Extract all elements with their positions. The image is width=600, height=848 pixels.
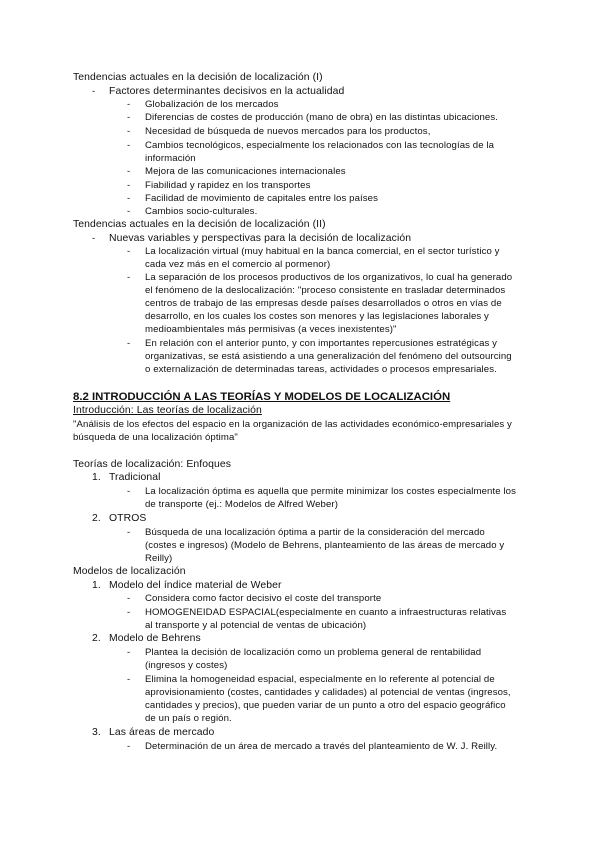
list-item-continuation: Reilly) bbox=[145, 553, 173, 564]
list-item-continuation: medioambientales más permisivas (a veces inexistentes)" bbox=[145, 324, 397, 335]
list-item-continuation: de un país o región. bbox=[145, 713, 232, 724]
section-title: Tendencias actuales en la decisión de localización (II) bbox=[73, 219, 326, 230]
dash-bullet: - bbox=[127, 338, 131, 349]
section-title: Tendencias actuales en la decisión de localización (I) bbox=[73, 72, 323, 83]
list-number: 1. bbox=[92, 580, 101, 591]
list-item-continuation: o externalización de determinadas tareas, actividades o procesos empresariales. bbox=[145, 364, 497, 375]
list-item: Facilidad de movimiento de capitales entre los países bbox=[145, 193, 379, 204]
dash-bullet: - bbox=[127, 741, 131, 752]
list-item: Fiabilidad y rapidez en los transportes bbox=[145, 180, 311, 191]
dash-bullet: - bbox=[127, 193, 131, 204]
theory-name: OTROS bbox=[109, 513, 147, 524]
dash-bullet: - bbox=[127, 140, 131, 151]
subsection-title: Nuevas variables y perspectivas para la decisión de localización bbox=[109, 233, 412, 244]
dash-bullet: - bbox=[127, 593, 131, 604]
list-item: HOMOGENEIDAD ESPACIAL(especialmente en cuanto a infraestructuras relativas bbox=[145, 607, 507, 618]
dash-bullet: - bbox=[127, 206, 131, 217]
list-item-continuation: el fenómeno de la deslocalización: "proceso consistente en trasladar determinados bbox=[145, 285, 506, 296]
list-item-continuation: (costes e ingresos) (Modelo de Behrens, planteamiento de las áreas de mercado y bbox=[145, 540, 505, 551]
intro-title: Introducción: Las teorías de localización bbox=[73, 405, 262, 416]
list-item: Plantea la decisión de localización como un problema general de rentabilidad bbox=[145, 647, 482, 658]
list-number: 2. bbox=[92, 633, 101, 644]
list-item: La localización virtual (muy habitual en la banca comercial, en el sector turístico y bbox=[145, 246, 500, 257]
subsection-title: Factores determinantes decisivos en la actualidad bbox=[109, 86, 345, 97]
list-item-continuation: centros de trabajo de las empresas desde países desarrollados o otros en vías de bbox=[145, 298, 502, 309]
dash-bullet: - bbox=[92, 86, 96, 97]
list-item-continuation: aprovisionamiento (costes, cantidades y calidades) al potencial de ventas (ingresos, bbox=[145, 687, 511, 698]
dash-bullet: - bbox=[127, 246, 131, 257]
quote-text: búsqueda de una localización óptima" bbox=[73, 432, 238, 443]
list-item: La separación de los procesos productivos de los organizativos, lo cual ha generado bbox=[145, 272, 513, 283]
dash-bullet: - bbox=[127, 486, 131, 497]
list-item: Necesidad de búsqueda de nuevos mercados para los productos, bbox=[145, 126, 431, 137]
theory-name: Tradicional bbox=[109, 472, 161, 483]
dash-bullet: - bbox=[127, 166, 131, 177]
list-item-continuation: desarrollo, en los cuales los costes son menores y las legislaciones laborales y bbox=[145, 311, 489, 322]
list-item: Considera como factor decisivo el coste del transporte bbox=[145, 593, 382, 604]
theories-title: Teorías de localización: Enfoques bbox=[73, 459, 232, 470]
dash-bullet: - bbox=[127, 527, 131, 538]
dash-bullet: - bbox=[127, 99, 131, 110]
list-item: Elimina la homogeneidad espacial, especialmente en lo referente al potencial de bbox=[145, 674, 495, 685]
model-name: Las áreas de mercado bbox=[109, 727, 215, 738]
list-item-continuation: organizativas, se está asistiendo a una generalización del fenómeno del outsourcing bbox=[145, 351, 512, 362]
section-heading: 8.2 INTRODUCCIÓN A LAS TEORÍAS Y MODELOS DE LOCALIZACIÓN bbox=[73, 391, 451, 403]
dash-bullet: - bbox=[127, 112, 131, 123]
dash-bullet: - bbox=[127, 272, 131, 283]
list-item: Cambios socio-culturales. bbox=[145, 206, 258, 217]
model-name: Modelo del índice material de Weber bbox=[109, 580, 282, 591]
list-item: Diferencias de costes de producción (mano de obra) en las distintas ubicaciones. bbox=[145, 112, 499, 123]
list-item-continuation: información bbox=[145, 153, 196, 164]
list-number: 1. bbox=[92, 472, 101, 483]
models-title: Modelos de localización bbox=[73, 566, 186, 577]
list-item-continuation: cantidades y precios), que pueden variar de un punto a otro del espacio geográfico bbox=[145, 700, 506, 711]
dash-bullet: - bbox=[127, 674, 131, 685]
list-item: Búsqueda de una localización óptima a partir de la consideración del mercado bbox=[145, 527, 485, 538]
dash-bullet: - bbox=[127, 647, 131, 658]
list-item-continuation: (ingresos y costes) bbox=[145, 660, 228, 671]
dash-bullet: - bbox=[127, 607, 131, 618]
list-number: 2. bbox=[92, 513, 101, 524]
list-item: La localización óptima es aquella que permite minimizar los costes especialmente los bbox=[145, 486, 517, 497]
list-item-continuation: de transporte (ej.: Modelos de Alfred Weber) bbox=[145, 499, 338, 510]
list-item-continuation: al transporte y al potencial de ventas de ubicación) bbox=[145, 620, 367, 631]
dash-bullet: - bbox=[92, 233, 96, 244]
list-number: 3. bbox=[92, 727, 101, 738]
list-item: Determinación de un área de mercado a través del planteamiento de W. J. Reilly. bbox=[145, 741, 498, 752]
quote-text: "Análisis de los efectos del espacio en la organización de las actividades económico-empresariales y bbox=[73, 419, 512, 430]
list-item: Cambios tecnológicos, especialmente los relacionados con las tecnologías de la bbox=[145, 140, 495, 151]
model-name: Modelo de Behrens bbox=[109, 633, 201, 644]
dash-bullet: - bbox=[127, 126, 131, 137]
list-item: En relación con el anterior punto, y con importantes repercusiones estratégicas y bbox=[145, 338, 498, 349]
list-item-continuation: cada vez más en el comercio al pormenor) bbox=[145, 259, 331, 270]
list-item: Mejora de las comunicaciones internacionales bbox=[145, 166, 346, 177]
list-item: Globalización de los mercados bbox=[145, 99, 279, 110]
dash-bullet: - bbox=[127, 180, 131, 191]
